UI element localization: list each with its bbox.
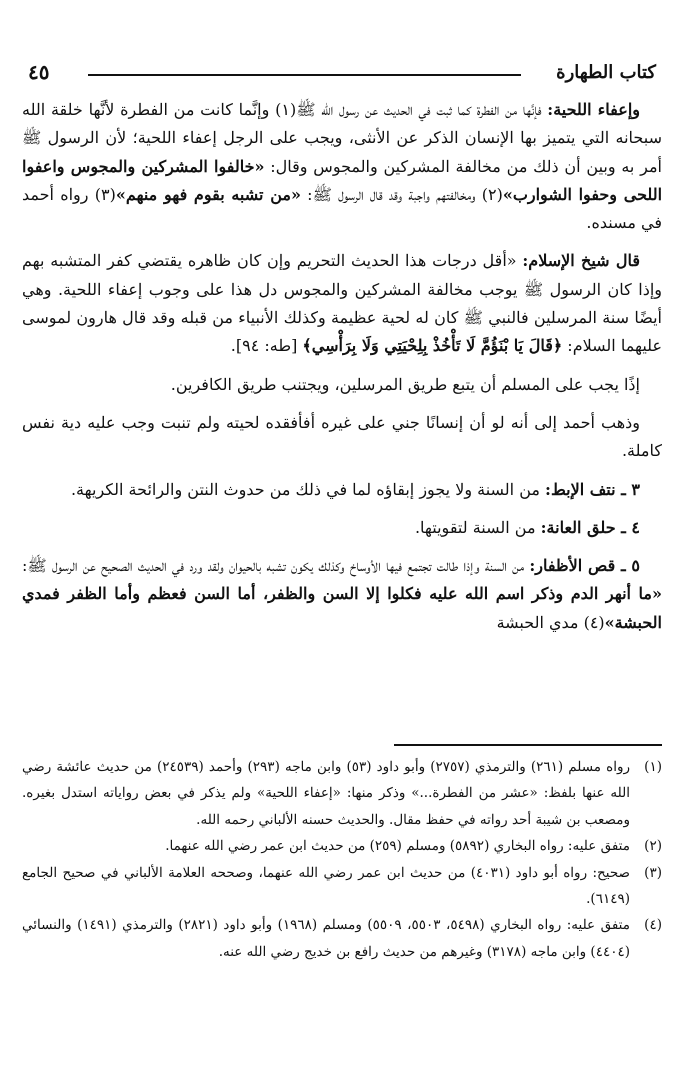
text-run: من السنة لتقويتها. bbox=[414, 517, 541, 537]
paragraph-shaykh bbox=[22, 247, 662, 360]
verse-reference: [طه: ٩٤]. bbox=[230, 336, 303, 356]
main-text bbox=[22, 96, 662, 637]
armpit-heading: ٣ ـ نتف الإبط: bbox=[545, 479, 640, 499]
footnote-text: متفق عليه: رواه البخاري (٥٨٩٢) ومسلم (٢٥٩) من حديث ابن عمر رضي الله عنهما. bbox=[165, 838, 630, 855]
footnote-text: صحيح: رواه أبو داود (٤٠٣١) من حديث ابن عمر رضي الله عنهما، وصححه العلامة الألباني في صحيح الجامع (٦١٤٩). bbox=[22, 864, 630, 908]
text-run: مدي الحبشة bbox=[496, 612, 584, 632]
footnote-ref-4[interactable]: (٤) bbox=[583, 612, 605, 632]
footnotes bbox=[22, 754, 662, 965]
hadith-quote: «من تشبه بقوم فهو منهم» bbox=[115, 184, 301, 204]
footnote-2 bbox=[22, 833, 662, 859]
paragraph-ahmad: وذهب أحمد إلى أنه لو أن إنسانًا جني على غيره أفأفقده لحيته ولم تنبت وجب عليه دية نفس كاملة. bbox=[22, 412, 662, 461]
header-rule bbox=[88, 74, 521, 76]
text-run: «أقل درجات هذا الحديث التحريم وإن كان ظاهره يقتضي كفر المتشبه بهم وإذا كان الرسول ﷺ يوجب مخالفة المشركين والمجوس دل هذا على وجوب إعفاء اللحية. وهي أيضًا سنة المرسلين فالنبي ﷺ كان له لحية عظيمة وكذلك الأنبياء من قبله وقد قال هارون لموسى عليهما السلام: bbox=[22, 251, 662, 356]
page-number: ٤٥ bbox=[28, 60, 50, 84]
text-run: رواه أحمد في مسنده. bbox=[22, 184, 662, 233]
paragraph-conclusion: إذًا يجب على المسلم أن يتبع طريق المرسلين، ويجتنب طريق الكافرين. bbox=[170, 374, 640, 394]
paragraph-beard bbox=[22, 96, 662, 237]
footnote-4 bbox=[22, 912, 662, 965]
footnote-text: متفق عليه: رواه البخاري (٥٤٩٨، ٥٥٠٣، ٥٥٠٩) ومسلم (١٩٦٨) وأبو داود (٢٨٢١) والترمذي (١٤٩١) والنسائي (٤٤٠٤) وابن ماجه (٣١٧٨) وغيرهم من حديث رافع بن خديج رضي الله عنه. bbox=[22, 917, 630, 960]
footnote-number: (٣) bbox=[644, 864, 662, 881]
text-run: من السنة ولا يجوز إبقاؤه لما في ذلك من حدوث النتن والرائحة الكريهة. bbox=[70, 479, 546, 499]
text-run: وإنَّما كانت من الفطرة لأنَّها خلقة الله سبحانه التي يتميز بها الإنسان الذكر عن الأنثى، ويجب على الرجل إعفاء اللحية؛ لأن الرسول ﷺ أمر به وبين أن ذلك من مخالفة المشركين والمجوس وقال: bbox=[22, 100, 662, 176]
page-header bbox=[28, 60, 656, 90]
pubic-heading: ٤ ـ حلق العانة: bbox=[540, 517, 640, 537]
hadith-quote: «ما أنهر الدم وذكر اسم الله عليه فكلوا إلا السن والظفر، أما السن فعظم وأما الظفر فمدي الحبشة» bbox=[22, 584, 662, 632]
footnote-ref-3[interactable]: (٣) bbox=[94, 184, 116, 204]
text-run: من السنة وإذا طالت تجتمع فيها الأوساخ وكذلك يكون تشبه بالحيوان ولقد ورد في الحديث الصحيح عن الرسول ﷺ: bbox=[22, 556, 530, 576]
footnote-text: رواه مسلم (٢٦١) والترمذي (٢٧٥٧) وأبو داود (٥٣) وابن ماجه (٢٩٣) وأحمد (٢٤٥٣٩) من حديث عائشة رضي الله عنها بلفظ: «عشر من الفطرة...» وذكر منها: «إعفاء اللحية» ولم يذكر في بعض رواياته استدل بغيره. ومصعب بن شيبة أحد رواته في حفظ مقال. والحديث حسنه الألباني رحمه الله. bbox=[22, 759, 631, 828]
quran-verse: ﴿قَالَ يَا بْنَؤُمَّ لَا تَأْخُذْ بِلِحْيَتِي وَلَا بِرَأْسِي﴾ bbox=[302, 336, 563, 356]
shaykh-heading: قال شيخ الإسلام: bbox=[522, 251, 641, 271]
footnote-3 bbox=[22, 860, 662, 913]
book-title: كتاب الطهارة bbox=[556, 62, 656, 83]
footnote-number: (١) bbox=[644, 759, 662, 775]
hadith-quote: «خالفوا المشركين والمجوس واعفوا اللحى وحفوا الشوارب» bbox=[22, 156, 663, 204]
paragraph-pubic bbox=[22, 514, 662, 542]
text-run: ومخالفتهم واجبة وقد قال الرسول ﷺ: bbox=[300, 184, 482, 204]
text-run: فإنَّها من الفطرة كما ثبت في الحديث عن رسول الله ﷺ bbox=[296, 100, 548, 119]
footnote-ref-2[interactable]: (٢) bbox=[481, 184, 503, 204]
beard-heading: وإعفاء اللحية: bbox=[547, 100, 640, 119]
footnote-number: (٤) bbox=[644, 917, 662, 934]
paragraph-armpit bbox=[22, 476, 662, 504]
footnote-rule bbox=[394, 744, 662, 746]
nails-heading: ٥ ـ قص الأظفار: bbox=[529, 556, 640, 576]
footnote-number: (٢) bbox=[644, 838, 662, 855]
footnote-ref-1[interactable]: (١) bbox=[275, 100, 297, 119]
paragraph-nails bbox=[22, 552, 662, 637]
footnote-1 bbox=[22, 754, 662, 833]
